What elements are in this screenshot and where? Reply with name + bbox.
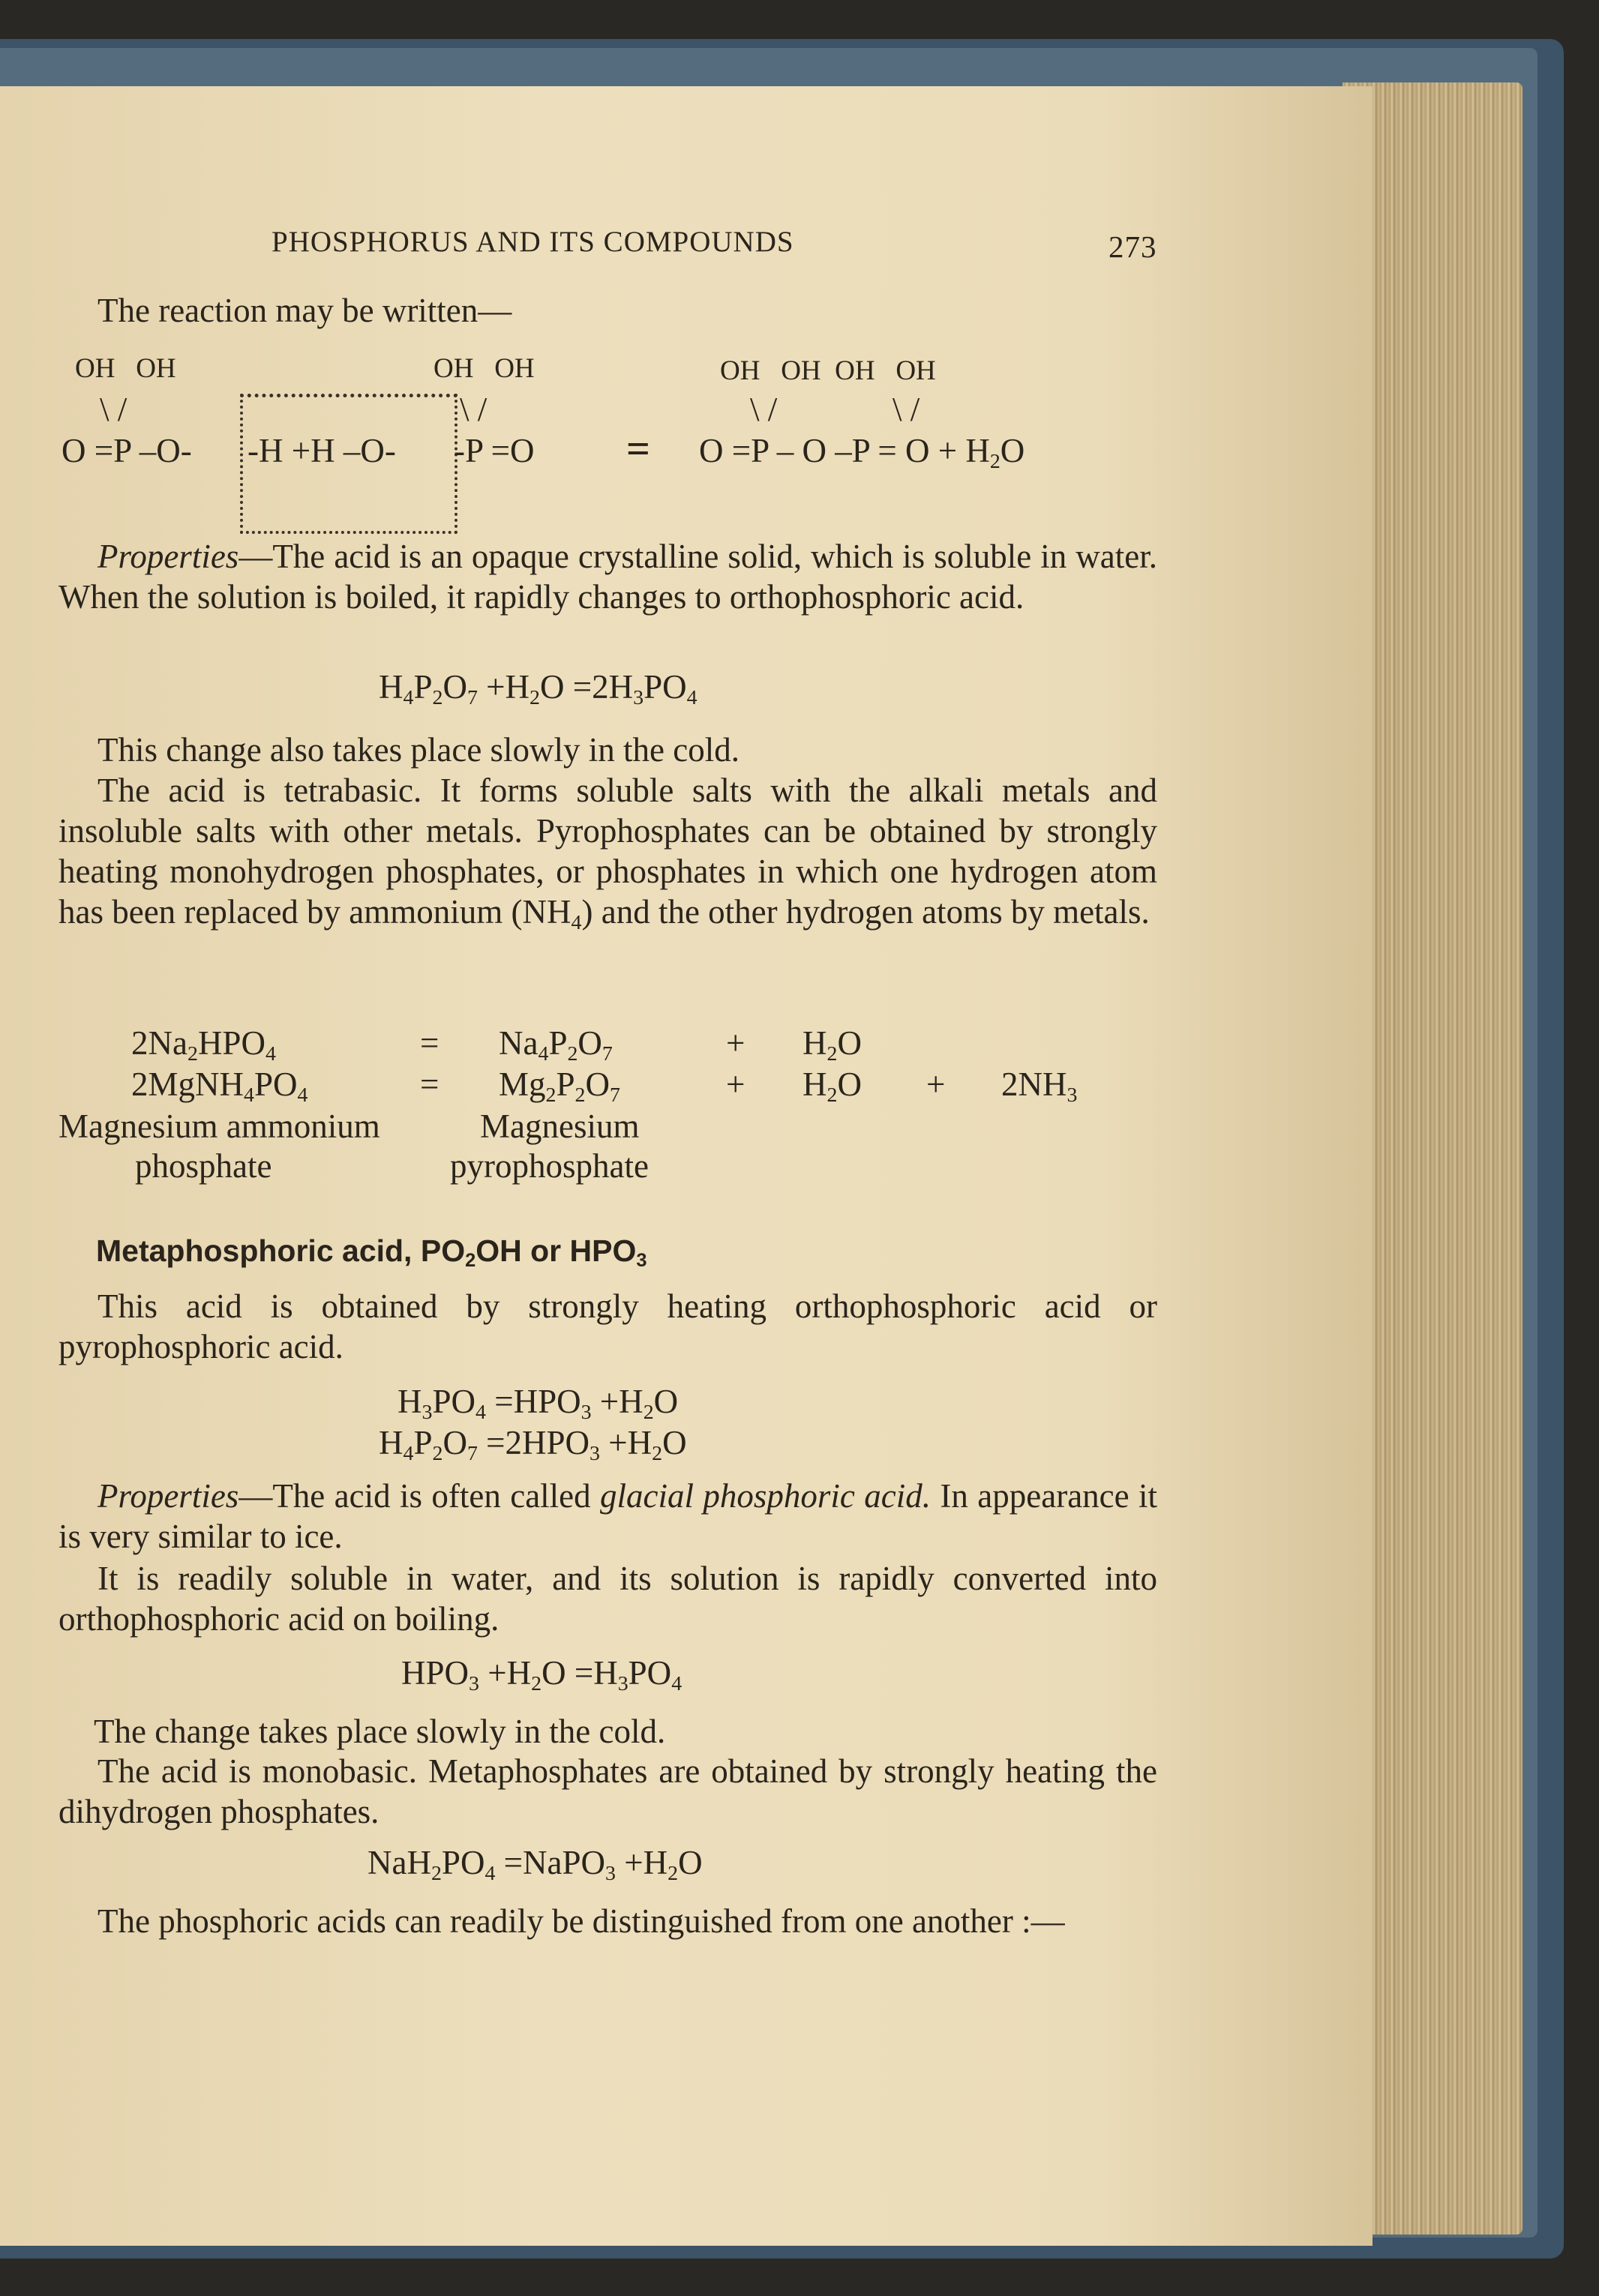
pyro-change-line: This change also takes place slowly in the cold. <box>98 731 740 769</box>
label-phosphate: phosphate <box>135 1147 272 1185</box>
eq-mg-product: $Mg_2P_2O_7$ <box>499 1066 620 1107</box>
equals-sign: = <box>626 426 650 472</box>
meta-change-cold-line: The change takes place slowly in the cold. <box>94 1713 666 1750</box>
eq-na-plus: + <box>726 1024 746 1062</box>
eq-pyro-to-meta: $H_4P_2O_7 =2HPO_3 +H_2O$ <box>379 1424 687 1465</box>
eq-mg-equals: = <box>420 1066 440 1103</box>
distinguished-paragraph: The phosphoric acids can readily be distinguished from one another :— <box>98 1902 1065 1940</box>
eq-na-water: $H_2O$ <box>802 1024 862 1066</box>
bonds-middle: \ / <box>460 391 488 428</box>
oh-groups-middle: OH OH <box>434 353 535 384</box>
eq-mg-plus: + <box>726 1066 746 1103</box>
oh-groups-right: OH OH OH OH <box>720 355 936 386</box>
eq-mg-water: $H_2O$ <box>802 1066 862 1107</box>
eq-mg-ammonia: $2NH_3$ <box>1001 1066 1078 1107</box>
bonds-right-2: \ / <box>892 391 920 428</box>
structure-product: O =P – O $-P = O + H_2O$ <box>699 432 1025 473</box>
section-heading-metaphosphoric: Metaphosphoric acid, $PO_2OH$ or $HPO_3$ <box>96 1233 647 1272</box>
intro-line: The reaction may be written— <box>98 292 512 329</box>
meta-monobasic-paragraph: The acid is monobasic. Metaphosphates are obtained by strongly heating the dihydrogen phosphates. <box>58 1752 1157 1830</box>
meta-properties-paragraph: Properties—The acid is often called glacial phosphoric acid. In appearance it is very similar to ice. <box>58 1477 1158 1555</box>
eq-na-product: $Na_4P_2O_7$ <box>499 1024 613 1066</box>
eq-meta-hydrolysis: $HPO_3 +H_2O =H_3PO_4$ <box>401 1654 682 1695</box>
eq-pyro-hydrolysis: $H_4P_2O_7 +H_2O =2H_3PO_4$ <box>379 668 698 709</box>
pyro-properties-paragraph: Properties—The acid is an opaque crystalline solid, which is soluble in water. When the solution is boiled, it rapidly changes to orthophosphoric acid. <box>58 538 1157 616</box>
pyro-tetrabasic-paragraph: The acid is tetrabasic. It forms soluble salts with the alkali metals and insoluble salts with other metals. Pyrophosphates can be obtained by strongly heating monohydrogen phosphates, or phosphates in which one hydrogen atom has been replaced by ammonium $(NH_4)$ and the other hydrogen atoms by metals. <box>58 772 1157 934</box>
bonds-left: \ / <box>100 391 128 428</box>
eq-dihydrogen-phosphate: $NaH_2PO_4$ =NaPO$_3$ $+H_2O$ <box>368 1844 703 1885</box>
eq-na-equals: = <box>420 1024 440 1062</box>
book-page <box>0 86 1372 2246</box>
eq-mg-reactant: $2MgNH_4PO_4$ <box>131 1066 308 1107</box>
meta-soluble-paragraph: It is readily soluble in water, and its solution is rapidly converted into orthophosphoric acid on boiling. <box>58 1560 1157 1638</box>
label-pyrophosphate: pyrophosphate <box>450 1147 649 1185</box>
structure-left-part: O =P –O- <box>62 432 192 469</box>
page-number: 273 <box>1108 229 1157 264</box>
oh-groups-left: OH OH <box>75 353 176 384</box>
label-magnesium: Magnesium <box>480 1108 640 1145</box>
eq-ortho-to-meta: $H_3PO_4 =HPO_3 +H_2O$ <box>398 1383 679 1424</box>
running-title: PHOSPHORUS AND ITS COMPOUNDS <box>272 226 794 258</box>
eq-mg-plus-2: + <box>926 1066 946 1103</box>
label-mg-ammonium: Magnesium ammonium <box>58 1108 380 1145</box>
eq-na-reactant: $2Na_2HPO_4$ <box>131 1024 276 1066</box>
structure-right-part: -P =O <box>454 432 535 469</box>
bonds-right-1: \ / <box>750 391 778 428</box>
meta-obtained-paragraph: This acid is obtained by strongly heating orthophosphoric acid or pyrophosphoric acid. <box>58 1287 1157 1365</box>
structure-water-part: -H +H –O- <box>248 432 396 469</box>
